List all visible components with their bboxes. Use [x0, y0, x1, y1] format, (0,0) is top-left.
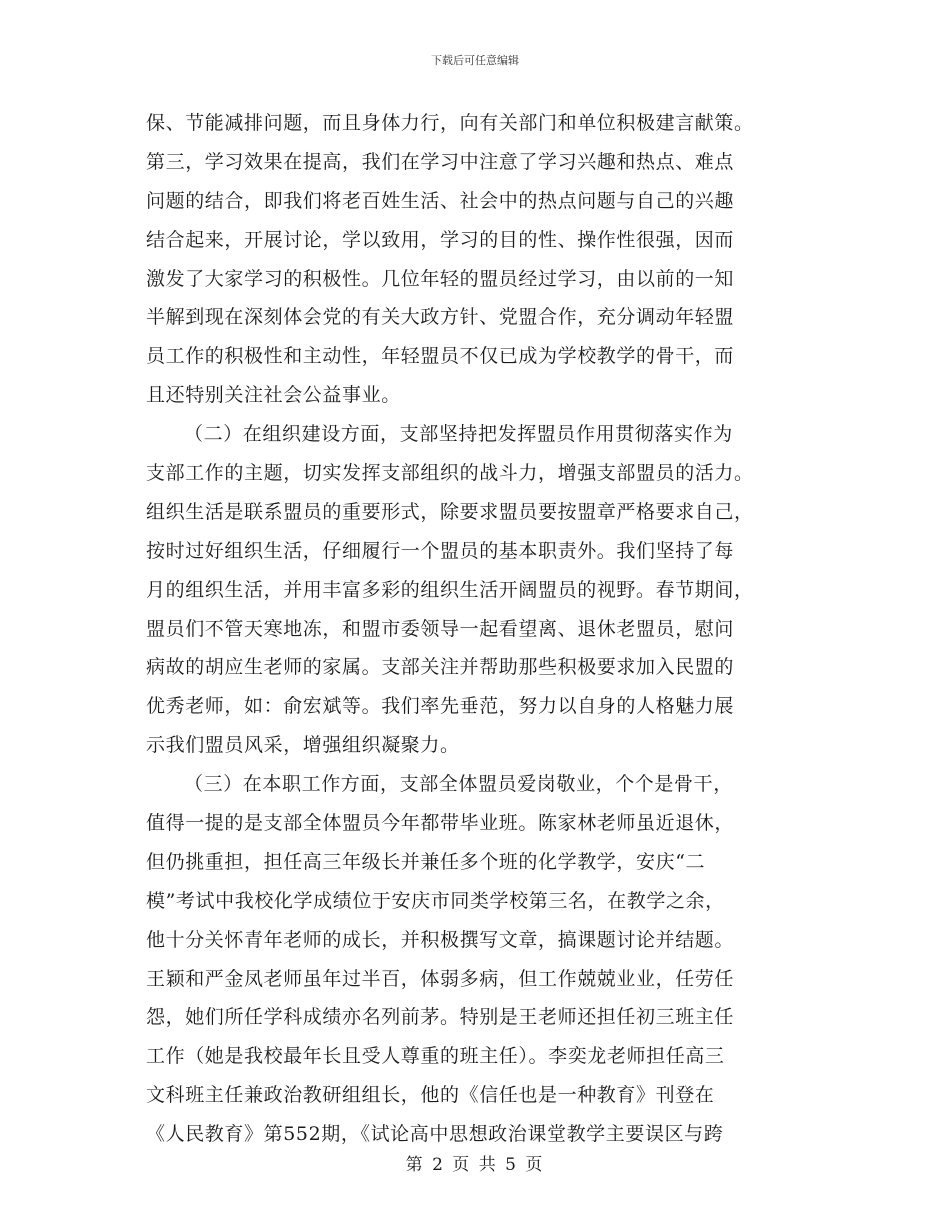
text-line: 《人民教育》第552期，《试论高中思想政治课堂教学主要误区与跨: [146, 1123, 724, 1146]
text-line: 示我们盟员风采，增强组织凝聚力。: [146, 734, 460, 757]
paragraph-start-line: （三）在本职工作方面，支部全体盟员爱岗敬业，个个是骨干，: [184, 773, 733, 796]
text-line: 第三，学习效果在提高，我们在学习中注意了学习兴趣和热点、难点: [146, 150, 735, 173]
text-line: 怨，她们所任学科成绩亦名列前茅。特别是王老师还担任初三班主任: [146, 1006, 735, 1029]
text-line: 文科班主任兼政治教研组组长，他的《信任也是一种教育》刊登在: [146, 1084, 715, 1107]
page-header-note: 下载后可任意编辑: [431, 54, 519, 67]
text-line: 保、节能减排问题，而且身体力行，向有关部门和单位积极建言献策。: [146, 112, 754, 134]
text-line: 按时过好组织生活，仔细履行一个盟员的基本职责外。我们坚持了每: [146, 539, 735, 562]
text-line: 结合起来，开展讨论，学以致用，学习的目的性、操作性很强，因而: [146, 228, 735, 251]
text-line: 员工作的积极性和主动性，年轻盟员不仅已成为学校教学的骨干，而: [146, 345, 735, 368]
text-line: 值得一提的是支部全体盟员今年都带毕业班。陈家林老师虽近退休，: [146, 812, 735, 835]
text-line: 且还特别关注社会公益事业。: [146, 384, 401, 407]
text-line: 王颖和严金凤老师虽年过半百，体弱多病，但工作兢兢业业，任劳任: [146, 967, 735, 990]
text-line: 激发了大家学习的积极性。几位年轻的盟员经过学习，由以前的一知: [146, 267, 735, 290]
text-line: 工作（她是我校最年长且受人尊重的班主任）。李奕龙老师担任高三: [146, 1045, 725, 1068]
text-line: 病故的胡应生老师的家属。支部关注并帮助那些积极要求加入民盟的: [146, 656, 735, 679]
paragraph-start-line: （二）在组织建设方面，支部坚持把发挥盟员作用贯彻落实作为: [184, 423, 733, 446]
document-body: [146, 104, 806, 1154]
text-line: 盟员们不管天寒地冻，和盟市委领导一起看望离、退休老盟员，慰问: [146, 617, 735, 640]
text-line: 他十分关怀青年老师的成长，并积极撰写文章，搞课题讨论并结题。: [146, 928, 735, 951]
page-number-footer: 第 2 页 共 5 页: [405, 1155, 545, 1175]
text-line: 模”考试中我校化学成绩位于安庆市同类学校第三名，在教学之余，: [146, 889, 725, 912]
text-line: 组织生活是联系盟员的重要形式，除要求盟员要按盟章严格要求自己，: [146, 500, 754, 523]
text-line: 支部工作的主题，切实发挥支部组织的战斗力，增强支部盟员的活力。: [146, 462, 754, 485]
text-line: 优秀老师，如：俞宏斌等。我们率先垂范，努力以自身的人格魅力展: [146, 695, 735, 718]
text-line: 月的组织生活，并用丰富多彩的组织生活开阔盟员的视野。春节期间，: [146, 578, 754, 601]
text-line: 半解到现在深刻体会党的有关大政方针、党盟合作，充分调动年轻盟: [146, 306, 735, 329]
text-line: 但仍挑重担，担任高三年级长并兼任多个班的化学教学，安庆“二: [146, 850, 706, 873]
text-line: 问题的结合，即我们将老百姓生活、社会中的热点问题与自己的兴趣: [146, 189, 735, 212]
